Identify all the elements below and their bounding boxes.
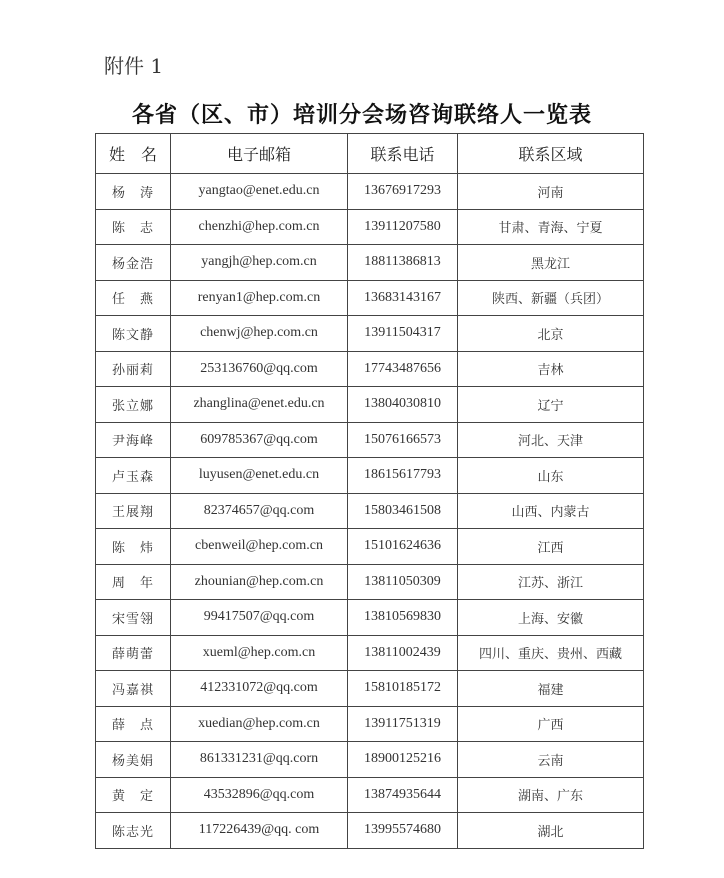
contact-region: 吉林: [458, 351, 644, 387]
contact-email: chenwj@hep.com.cn: [171, 316, 348, 352]
contact-phone: 17743487656: [348, 351, 458, 387]
table-row: [96, 316, 644, 352]
contact-region: 河南: [458, 174, 644, 210]
contact-email: 253136760@qq.com: [171, 351, 348, 387]
contact-name: 陈 志: [96, 209, 171, 245]
contact-region: 云南: [458, 742, 644, 778]
contact-region: 北京: [458, 316, 644, 352]
table-row: [96, 209, 644, 245]
contact-phone: 15810185172: [348, 671, 458, 707]
contact-email: 412331072@qq.com: [171, 671, 348, 707]
contact-region: 福建: [458, 671, 644, 707]
contact-region: 甘肃、青海、宁夏: [458, 209, 644, 245]
table-row: [96, 245, 644, 281]
contact-name: 王展翔: [96, 493, 171, 529]
contact-region: 辽宁: [458, 387, 644, 423]
contact-name: 薛萌蕾: [96, 635, 171, 671]
contact-email: cbenweil@hep.com.cn: [171, 529, 348, 565]
table-row: [96, 671, 644, 707]
contact-name: 陈文静: [96, 316, 171, 352]
contact-name: 薛 点: [96, 706, 171, 742]
contact-phone: 13804030810: [348, 387, 458, 423]
table-row: [96, 529, 644, 565]
contact-region: 陕西、新疆（兵团）: [458, 280, 644, 316]
contact-phone: 18811386813: [348, 245, 458, 281]
contact-email: 43532896@qq.com: [171, 777, 348, 813]
contact-phone: 13911504317: [348, 316, 458, 352]
contact-region: 湖北: [458, 813, 644, 849]
contact-name: 陈志光: [96, 813, 171, 849]
contact-phone: 13683143167: [348, 280, 458, 316]
table-row: [96, 813, 644, 849]
contact-email: chenzhi@hep.com.cn: [171, 209, 348, 245]
contact-phone: 13810569830: [348, 600, 458, 636]
attachment-label: 附件 1: [104, 54, 164, 78]
contact-email: xueml@hep.com.cn: [171, 635, 348, 671]
table-row: [96, 387, 644, 423]
contact-region: 黑龙江: [458, 245, 644, 281]
contact-phone: 13995574680: [348, 813, 458, 849]
table-row: [96, 706, 644, 742]
table-row: [96, 422, 644, 458]
table-row: [96, 742, 644, 778]
contact-region: 山西、内蒙古: [458, 493, 644, 529]
contact-name: 冯嘉祺: [96, 671, 171, 707]
header-region: 联系区域: [458, 134, 644, 174]
contact-region: 上海、安徽: [458, 600, 644, 636]
contact-email: 609785367@qq.com: [171, 422, 348, 458]
document-title: 各省（区、市）培训分会场咨询联络人一览表: [131, 102, 592, 128]
contact-name: 黄 定: [96, 777, 171, 813]
contact-phone: 13811002439: [348, 635, 458, 671]
contact-name: 张立娜: [96, 387, 171, 423]
header-email: 电子邮箱: [171, 134, 348, 174]
contact-name: 宋雪翎: [96, 600, 171, 636]
table-header-row: [96, 134, 644, 174]
table-row: [96, 280, 644, 316]
contact-phone: 13676917293: [348, 174, 458, 210]
contact-region: 江西: [458, 529, 644, 565]
contact-email: zhanglina@enet.edu.cn: [171, 387, 348, 423]
contact-name: 尹海峰: [96, 422, 171, 458]
contact-email: 861331231@qq.corn: [171, 742, 348, 778]
contact-name: 杨 涛: [96, 174, 171, 210]
contact-phone: 13911751319: [348, 706, 458, 742]
contact-email: xuedian@hep.com.cn: [171, 706, 348, 742]
contact-region: 湖南、广东: [458, 777, 644, 813]
contact-email: luyusen@enet.edu.cn: [171, 458, 348, 494]
contact-email: zhounian@hep.com.cn: [171, 564, 348, 600]
contact-phone: 13874935644: [348, 777, 458, 813]
contact-phone: 15101624636: [348, 529, 458, 565]
table-row: [96, 635, 644, 671]
table-row: [96, 493, 644, 529]
contact-region: 山东: [458, 458, 644, 494]
contact-email: 99417507@qq.com: [171, 600, 348, 636]
contact-email: 82374657@qq.com: [171, 493, 348, 529]
contact-region: 江苏、浙江: [458, 564, 644, 600]
table-row: [96, 777, 644, 813]
contact-region: 广西: [458, 706, 644, 742]
contact-name: 陈 炜: [96, 529, 171, 565]
contact-email: renyan1@hep.com.cn: [171, 280, 348, 316]
contact-name: 杨美娟: [96, 742, 171, 778]
table-row: [96, 351, 644, 387]
contact-phone: 15076166573: [348, 422, 458, 458]
contact-phone: 18900125216: [348, 742, 458, 778]
contact-email: 117226439@qq. com: [171, 813, 348, 849]
contact-email: yangjh@hep.com.cn: [171, 245, 348, 281]
header-name: 姓 名: [96, 134, 171, 174]
contact-email: yangtao@enet.edu.cn: [171, 174, 348, 210]
contact-region: 河北、天津: [458, 422, 644, 458]
contact-name: 杨金浩: [96, 245, 171, 281]
header-phone: 联系电话: [348, 134, 458, 174]
contact-name: 孙丽莉: [96, 351, 171, 387]
contact-phone: 15803461508: [348, 493, 458, 529]
table-row: [96, 174, 644, 210]
contact-phone: 13811050309: [348, 564, 458, 600]
contact-name: 卢玉森: [96, 458, 171, 494]
table-row: [96, 600, 644, 636]
table-row: [96, 458, 644, 494]
contact-table: [95, 133, 644, 849]
contact-phone: 18615617793: [348, 458, 458, 494]
table-row: [96, 564, 644, 600]
contact-phone: 13911207580: [348, 209, 458, 245]
contact-name: 周 年: [96, 564, 171, 600]
contact-region: 四川、重庆、贵州、西藏: [458, 635, 644, 671]
contact-name: 任 燕: [96, 280, 171, 316]
